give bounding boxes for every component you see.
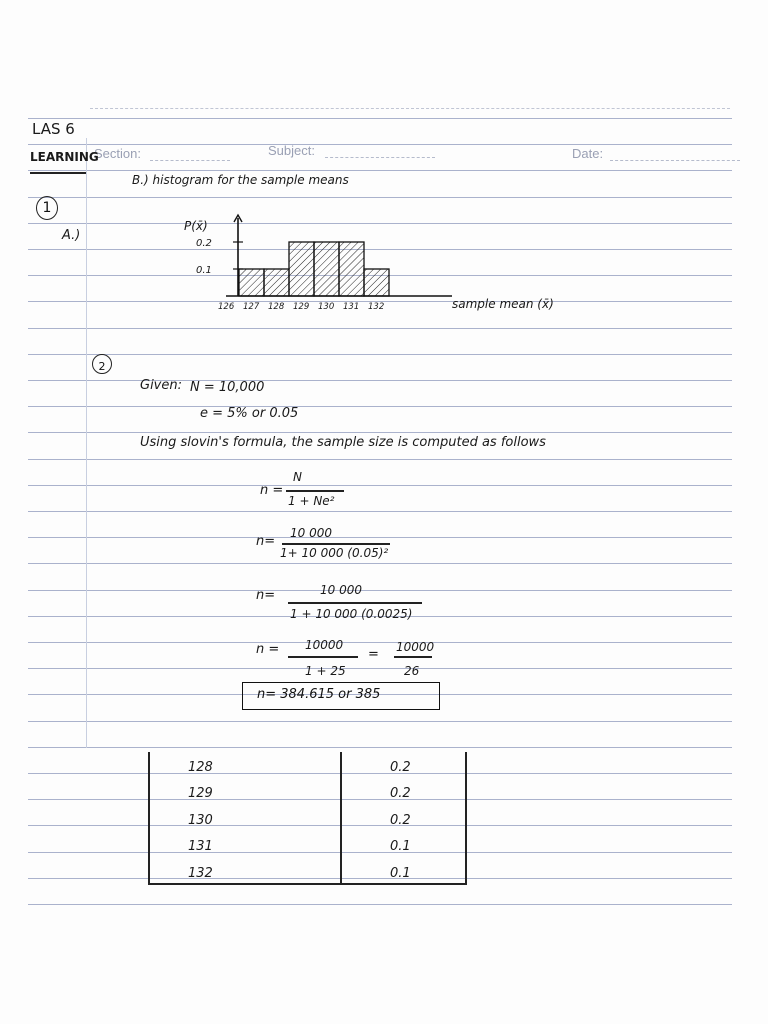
step2-denominator: 1 + 10 000 (0.0025) (290, 607, 413, 621)
step3-equals: = (368, 647, 379, 662)
table-cell-p: 0.2 (390, 813, 411, 828)
date-label: Date: (572, 146, 604, 161)
table-cell-p: 0.2 (390, 786, 411, 801)
rule-line (28, 878, 732, 879)
step3-lhs: n = (256, 642, 280, 657)
learning-underline (30, 172, 86, 174)
part-b-label: B.) histogram for the sample means (132, 173, 349, 187)
step3-numerator-2: 10000 (396, 640, 435, 654)
histogram-bar (239, 269, 264, 296)
histogram-chart (184, 212, 554, 316)
rule-line (28, 170, 732, 171)
table-cell-p: 0.1 (390, 866, 411, 881)
rule-line (28, 406, 732, 407)
part-a-label: A.) (62, 228, 81, 243)
x-tick-label: 132 (368, 302, 385, 312)
table-cell-x: 131 (188, 839, 213, 854)
rule-line (28, 799, 732, 800)
rule-line (28, 144, 732, 145)
section-blank (150, 160, 230, 161)
step3-bar (288, 656, 358, 658)
section-label: Section: (94, 146, 141, 161)
x-axis-label: sample mean (x̄) (452, 297, 554, 311)
top-blank (90, 108, 730, 109)
table-cell-p: 0.2 (390, 760, 411, 775)
table-left-border (148, 752, 150, 884)
formula-numerator: N (293, 470, 302, 484)
step3-denominator-2: 26 (404, 664, 420, 678)
step2-bar (288, 602, 422, 604)
histogram-bar (264, 269, 289, 296)
y-tick-label: 0.2 (196, 238, 212, 249)
rule-line (28, 511, 732, 512)
table-right-border (465, 752, 467, 884)
margin-line (86, 138, 87, 748)
step2-lhs: n= (256, 588, 276, 603)
rule-line (28, 825, 732, 826)
x-tick-label: 129 (293, 302, 310, 312)
step1-lhs: n= (256, 534, 276, 549)
item-1-number: 1 (42, 200, 52, 216)
rule-line (28, 537, 732, 538)
result-text: n= 384.615 or 385 (257, 687, 381, 702)
histogram-bar (339, 242, 364, 296)
step3-bar-2 (394, 656, 432, 658)
step1-bar (282, 543, 390, 545)
rule-line (28, 590, 732, 591)
table-cell-p: 0.1 (390, 839, 411, 854)
y-axis-label: P(x̄) (184, 219, 208, 233)
x-tick-label: 127 (243, 302, 260, 312)
histogram-bar (364, 269, 389, 296)
rule-line (28, 432, 732, 433)
table-cell-x: 129 (188, 786, 213, 801)
x-tick-label: 131 (343, 302, 360, 312)
las-label: LAS 6 (32, 120, 75, 138)
x-tick-label: 130 (318, 302, 335, 312)
given-e: e = 5% or 0.05 (200, 406, 299, 421)
item-1-circle (36, 196, 58, 220)
rule-line (28, 459, 732, 460)
rule-line (28, 118, 732, 119)
given-n: N = 10,000 (190, 380, 265, 395)
rule-line (28, 380, 732, 381)
rule-line (28, 354, 732, 355)
rule-line (28, 563, 732, 564)
formula-denominator: 1 + Ne² (288, 494, 335, 508)
table-cell-x: 132 (188, 866, 213, 881)
formula-lhs: n = (260, 483, 284, 498)
date-blank (610, 160, 740, 161)
step3-denominator: 1 + 25 (305, 664, 346, 678)
given-label: Given: (140, 378, 182, 393)
step1-numerator: 10 000 (290, 526, 332, 540)
rule-line (28, 197, 732, 198)
item-2-circle (92, 354, 112, 374)
step1-denominator: 1+ 10 000 (0.05)² (280, 546, 389, 560)
rule-line (28, 485, 732, 486)
slovin-intro: Using slovin's formula, the sample size is computed as follows (140, 435, 546, 450)
rule-line (28, 852, 732, 853)
rule-line (28, 328, 732, 329)
rule-line (28, 721, 732, 722)
subject-blank (325, 157, 435, 158)
result-box (242, 682, 440, 710)
rule-line (28, 904, 732, 905)
table-cell-x: 130 (188, 813, 213, 828)
table-divider (340, 752, 342, 884)
step3-numerator: 10000 (305, 638, 344, 652)
y-tick-label: 0.1 (196, 265, 212, 276)
rule-line (28, 668, 732, 669)
step2-numerator: 10 000 (320, 583, 362, 597)
rule-line (28, 773, 732, 774)
x-tick-label: 128 (268, 302, 285, 312)
subject-label: Subject: (268, 143, 315, 158)
item-2-number: 2 (98, 360, 106, 373)
table-cell-x: 128 (188, 760, 213, 775)
rule-line (28, 642, 732, 643)
histogram-bar (289, 242, 314, 296)
x-tick-label: 126 (218, 302, 235, 312)
rule-line (28, 747, 732, 748)
histogram-bar (314, 242, 339, 296)
formula-bar (286, 490, 344, 492)
learning-label: LEARNING (30, 150, 99, 164)
table-bottom-border (148, 883, 467, 885)
